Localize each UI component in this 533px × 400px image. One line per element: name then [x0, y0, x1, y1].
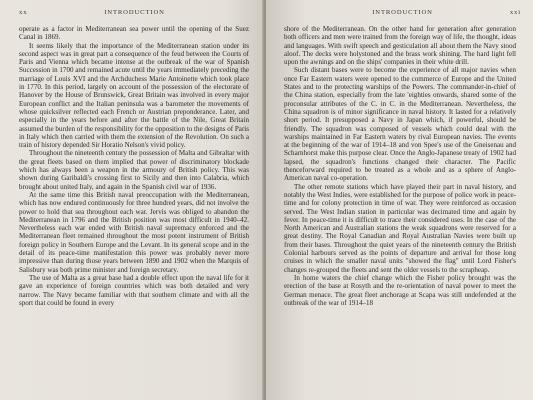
paragraph: In home waters the chief change which the Fisher policy brought was the erection of the base at Rosyth and the re-orientation of naval power to meet the German menace. The great fleet anchorage at Scapa was still undefended at the outbreak of the war of 1914–18	[284, 273, 516, 307]
right-page	[266, 0, 533, 400]
left-page	[0, 0, 264, 400]
left-page-body	[19, 25, 249, 307]
left-page-header	[19, 9, 250, 19]
right-page-body	[284, 25, 516, 307]
right-page-header	[284, 9, 521, 19]
paragraph: The use of Malta as a great base had a double effect upon the naval life for it gave an experience of foreign countries which was both detailed and very narrow. The Navy became familiar with that southern climate and with all the sport that could be found in every	[19, 273, 249, 307]
paragraph: The other remote stations which have played their part in naval history, and notably the West Indies, were established for the purpose of police work in peace-time and for colony protection in time of war. They were reinforced as occasion served. The West Indian station in particular was decimated time and again by fever. In peace-time it is difficult to trace their considered uses. In the case of the North American and Australian stations the weak squadrons were reserved for a great destiny. The Royal Canadian and Royal Australian Navies were built up from their bases. Throughout the quiet years of the nineteenth century the British Colonial harbours served as the points of departure and arrival for those long cruises in which the smaller naval units "showed the flag" until Lord Fisher's changes re-grouped the fleets and sent the older vessels to the scrapheap.	[284, 182, 516, 274]
paragraph: operate as a factor in Mediterranean sea power until the opening of the Suez Canal in 1869.	[19, 25, 249, 42]
page-number: xx	[19, 9, 28, 16]
page-number: xxi	[509, 9, 521, 16]
paragraph: It seems likely that the importance of the Mediterranean station under its second aspect was in great part a consequence of the feud between the Courts of Paris and Vienna which became intense at the outbreak of the war of Spanish Succession in 1700 and remained acute until the years immediately preceding the marriage of Louis XVI and the Archduchess Marie Antoinette which took place in 1770. In this period, largely on account of the possession of the electorate of Hanover by the House of Brunswick, Great Britain was involved in every major European conflict and the Italian peninsula was a barometer the movements of whose quicksilver reflected each French or Austrian preponderance. Later, and especially in the years before and after the battle of the Nile, Great Britain assumed the burden of the responsibility for the opposition to the designs of Paris in Italy which then carried with them the extension of the Revolution. On such a train of history depended Sir Horatio Nelson's vivid policy.	[19, 41, 249, 150]
running-head: INTRODUCTION	[104, 9, 165, 16]
paragraph: At the same time this British naval preoccupation with the Mediterranean, which has now endured continuously for three hundred years, did not involve the power to hold that sea throughout each war. Jervis was obliged to abandon the Mediterranean in 1796 and the British position was most difficult in 1940–42. Nevertheless each war ended with British naval supremacy enforced and the Mediterranean fleet remained throughout the most potent instrument of British foreign policy in Southern Europe and the Levant. In its general scope and in the detail of its peace-time manifestation this power was probably never more impressive than during those years between 1890 and 1902 when the Marquis of Salisbury was both prime minister and foreign secretary.	[19, 190, 249, 274]
paragraph: Throughout the nineteenth century the possession of Malta and Gibraltar with the great fleets based on them implied that power of discriminatory blockade which has always been a weapon in the armoury of British policy. This was shown during Garibaldi's crossing first to Sicily and then into Calabria, which brought about united Italy, and again in the Spanish civil war of 1936.	[19, 149, 249, 191]
paragraph: shore of the Mediterranean. On the other hand for generation after generation both officers and men were trained from the foreign way of life, the thought, ideas and languages. With swift speech and gesticulation all about them the Navy stood aloof. The decks were holystoned and the brass work shining. The hard light fell upon the awnings and on the ships' companies in their white drill.	[284, 25, 516, 67]
running-head: INTRODUCTION	[372, 9, 433, 16]
paragraph: Such distant bases were to become the experience of all major navies when once Far Eastern waters were opened to the commerce of Europe and the United States and to the protecting warships of the Powers. The commander-in-chief of the China station, especially from the late 'eighties onwards, shared some of the proconsular attributes of the C. in C. in the Mediterranean. Nevertheless, the China squadron is of minor significance in naval history. It lasted for a relatively short period. It presupposed a Navy in Japan which, if powerful, should be friendly. The squadron was composed of vessels which could deal with the warships maintained in Far Eastern waters by rival European navies. The events at the beginning of the war of 1914–18 and von Spee's use of the Gneisenau and Scharnhorst make this purpose clear. Once the Anglo-Japanese treaty of 1902 had lapsed, the squadron's functions changed their character. The Pacific thenceforward required to be treated as a whole and as a sphere of Anglo-American naval co-operation.	[284, 66, 516, 183]
